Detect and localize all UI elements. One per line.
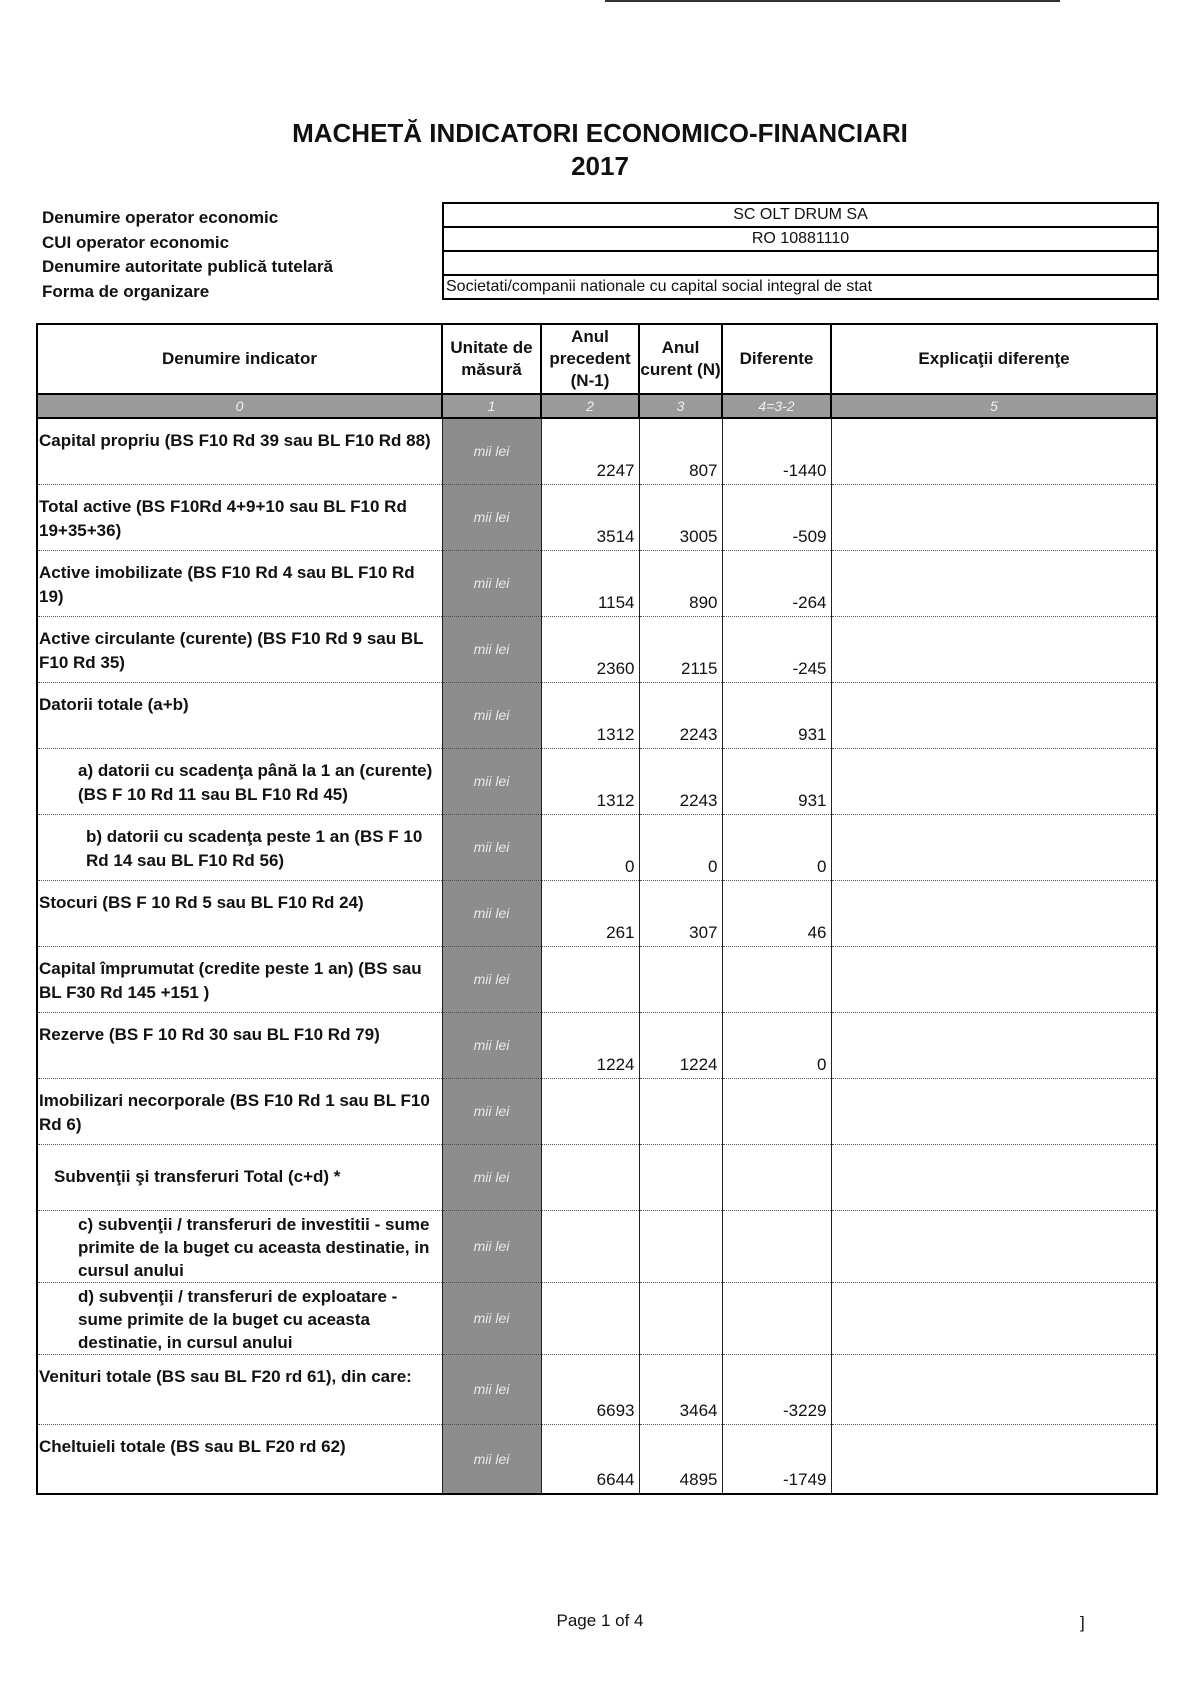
diff-value: -509	[722, 484, 831, 550]
table-row	[37, 682, 1157, 748]
curr-value: 807	[639, 418, 722, 484]
indicator-name: Rezerve (BS F 10 Rd 30 sau BL F10 Rd 79)	[37, 1012, 442, 1078]
explanation-cell	[831, 682, 1157, 748]
top-scan-line	[605, 0, 1060, 2]
explanation-cell	[831, 748, 1157, 814]
diff-value: 0	[722, 814, 831, 880]
unit-cell: mii lei	[442, 484, 541, 550]
prev-value: 1312	[541, 748, 639, 814]
unit-cell: mii lei	[442, 1012, 541, 1078]
indicators-table	[36, 323, 1158, 1495]
curr-value: 0	[639, 814, 722, 880]
margin-bracket: ]	[1080, 1613, 1085, 1632]
unit-cell: mii lei	[442, 1424, 541, 1494]
label-operator-cui: CUI operator economic	[42, 232, 230, 252]
info-values-box	[442, 202, 1159, 300]
indicator-name: b) datorii cu scadenţa peste 1 an (BS F 10 Rd 14 sau BL F10 Rd 56)	[37, 814, 442, 880]
page-number: Page 1 of 4	[556, 1611, 644, 1630]
col-number: 2	[541, 394, 639, 418]
table-row	[37, 814, 1157, 880]
indicator-name: Capital propriu (BS F10 Rd 39 sau BL F10 Rd 88)	[37, 418, 442, 484]
prev-value: 2360	[541, 616, 639, 682]
table-row	[37, 748, 1157, 814]
table-row	[37, 1144, 1157, 1210]
unit-cell: mii lei	[442, 1210, 541, 1282]
curr-value: 3464	[639, 1354, 722, 1424]
indicator-name: Subvenţii şi transferuri Total (c+d) *	[37, 1144, 442, 1210]
curr-value	[639, 1078, 722, 1144]
table-row	[37, 880, 1157, 946]
value-operator-cui: RO 10881110	[444, 228, 1157, 252]
curr-value: 2115	[639, 616, 722, 682]
table-row	[37, 1354, 1157, 1424]
value-organization-form: Societati/companii nationale cu capital social integral de stat	[446, 278, 873, 295]
curr-value	[639, 946, 722, 1012]
curr-value: 2243	[639, 748, 722, 814]
diff-value	[722, 946, 831, 1012]
diff-value: 46	[722, 880, 831, 946]
table-row	[37, 946, 1157, 1012]
diff-value: 931	[722, 748, 831, 814]
explanation-cell	[831, 616, 1157, 682]
unit-cell: mii lei	[442, 880, 541, 946]
page-title: MACHETĂ INDICATORI ECONOMICO-FINANCIARI	[292, 118, 908, 148]
unit-cell: mii lei	[442, 1282, 541, 1354]
label-operator-name: Denumire operator economic	[42, 208, 279, 227]
unit-cell: mii lei	[442, 1144, 541, 1210]
value-operator-name: SC OLT DRUM SA	[444, 204, 1157, 228]
indicator-name: c) subvenţii / transferuri de investitii - sume primite de la buget cu aceasta destinatie, in cursul anului	[37, 1210, 442, 1282]
diff-value	[722, 1210, 831, 1282]
explanation-cell	[831, 550, 1157, 616]
indicator-name: Cheltuieli totale (BS sau BL F20 rd 62)	[37, 1424, 442, 1494]
prev-value	[541, 1144, 639, 1210]
header-curr-year: Anul curent (N)	[639, 324, 722, 394]
explanation-cell	[831, 484, 1157, 550]
prev-value: 1154	[541, 550, 639, 616]
explanation-cell	[831, 880, 1157, 946]
curr-value: 890	[639, 550, 722, 616]
curr-value	[639, 1144, 722, 1210]
table-row	[37, 1012, 1157, 1078]
prev-value: 1312	[541, 682, 639, 748]
curr-value: 4895	[639, 1424, 722, 1494]
page-year: 2017	[571, 151, 629, 181]
prev-value	[541, 946, 639, 1012]
prev-value: 1224	[541, 1012, 639, 1078]
indicator-name: Stocuri (BS F 10 Rd 5 sau BL F10 Rd 24)	[37, 880, 442, 946]
prev-value: 3514	[541, 484, 639, 550]
label-organization-form: Forma de organizare	[42, 281, 210, 301]
table-row	[37, 616, 1157, 682]
indicator-name: Total active (BS F10Rd 4+9+10 sau BL F10 Rd 19+35+36)	[37, 484, 442, 550]
curr-value	[639, 1210, 722, 1282]
diff-value: -264	[722, 550, 831, 616]
table-row	[37, 550, 1157, 616]
header-unit: Unitate de măsură	[442, 324, 541, 394]
indicator-name: a) datorii cu scadenţa până la 1 an (curente) (BS F 10 Rd 11 sau BL F10 Rd 45)	[37, 748, 442, 814]
explanation-cell	[831, 1424, 1157, 1494]
unit-cell: mii lei	[442, 1354, 541, 1424]
col-number: 0	[37, 394, 442, 418]
prev-value	[541, 1282, 639, 1354]
diff-value: -1749	[722, 1424, 831, 1494]
table-row	[37, 1210, 1157, 1282]
curr-value	[639, 1282, 722, 1354]
table-row	[37, 1282, 1157, 1354]
unit-cell: mii lei	[442, 616, 541, 682]
diff-value	[722, 1078, 831, 1144]
info-labels	[42, 206, 333, 304]
col-number: 4=3-2	[722, 394, 831, 418]
diff-value: 931	[722, 682, 831, 748]
table-row	[37, 418, 1157, 484]
col-number: 3	[639, 394, 722, 418]
table-row	[37, 1424, 1157, 1494]
header-row	[37, 324, 1157, 394]
col-number: 5	[831, 394, 1157, 418]
diff-value: -1440	[722, 418, 831, 484]
col-number: 1	[442, 394, 541, 418]
prev-value: 0	[541, 814, 639, 880]
curr-value: 2243	[639, 682, 722, 748]
indicator-name: Active circulante (curente) (BS F10 Rd 9 sau BL F10 Rd 35)	[37, 616, 442, 682]
prev-value: 6644	[541, 1424, 639, 1494]
table-row	[37, 1078, 1157, 1144]
header-explanation: Explicaţii diferenţe	[831, 324, 1157, 394]
indicator-name: Imobilizari necorporale (BS F10 Rd 1 sau BL F10 Rd 6)	[37, 1078, 442, 1144]
diff-value	[722, 1282, 831, 1354]
prev-value	[541, 1210, 639, 1282]
unit-cell: mii lei	[442, 1078, 541, 1144]
curr-value: 1224	[639, 1012, 722, 1078]
indicator-name: d) subvenţii / transferuri de exploatare - sume primite de la buget cu aceasta destinatie, in cursul anului	[37, 1282, 442, 1354]
diff-value	[722, 1144, 831, 1210]
unit-cell: mii lei	[442, 682, 541, 748]
indicator-name: Datorii totale (a+b)	[37, 682, 442, 748]
indicator-name: Active imobilizate (BS F10 Rd 4 sau BL F10 Rd 19)	[37, 550, 442, 616]
label-authority: Denumire autoritate publică tutelară	[42, 257, 333, 276]
unit-cell: mii lei	[442, 550, 541, 616]
explanation-cell	[831, 1078, 1157, 1144]
explanation-cell	[831, 1282, 1157, 1354]
curr-value: 307	[639, 880, 722, 946]
header-diff: Diferente	[722, 324, 831, 394]
explanation-cell	[831, 946, 1157, 1012]
header-prev-year: Anul precedent (N-1)	[541, 324, 639, 394]
column-number-row	[37, 394, 1157, 418]
unit-cell: mii lei	[442, 814, 541, 880]
indicator-name: Venituri totale (BS sau BL F20 rd 61), din care:	[37, 1354, 442, 1424]
indicator-name: Capital împrumutat (credite peste 1 an) (BS sau BL F30 Rd 145 +151 )	[37, 946, 442, 1012]
explanation-cell	[831, 418, 1157, 484]
prev-value: 261	[541, 880, 639, 946]
diff-value: -3229	[722, 1354, 831, 1424]
explanation-cell	[831, 1354, 1157, 1424]
header-indicator: Denumire indicator	[37, 324, 442, 394]
unit-cell: mii lei	[442, 418, 541, 484]
unit-cell: mii lei	[442, 946, 541, 1012]
explanation-cell	[831, 1210, 1157, 1282]
curr-value: 3005	[639, 484, 722, 550]
indicators-table-wrap	[36, 323, 1156, 1495]
table-row	[37, 484, 1157, 550]
explanation-cell	[831, 814, 1157, 880]
explanation-cell	[831, 1012, 1157, 1078]
prev-value	[541, 1078, 639, 1144]
unit-cell: mii lei	[442, 748, 541, 814]
prev-value: 2247	[541, 418, 639, 484]
prev-value: 6693	[541, 1354, 639, 1424]
diff-value: -245	[722, 616, 831, 682]
explanation-cell	[831, 1144, 1157, 1210]
value-authority	[444, 252, 1157, 276]
diff-value: 0	[722, 1012, 831, 1078]
